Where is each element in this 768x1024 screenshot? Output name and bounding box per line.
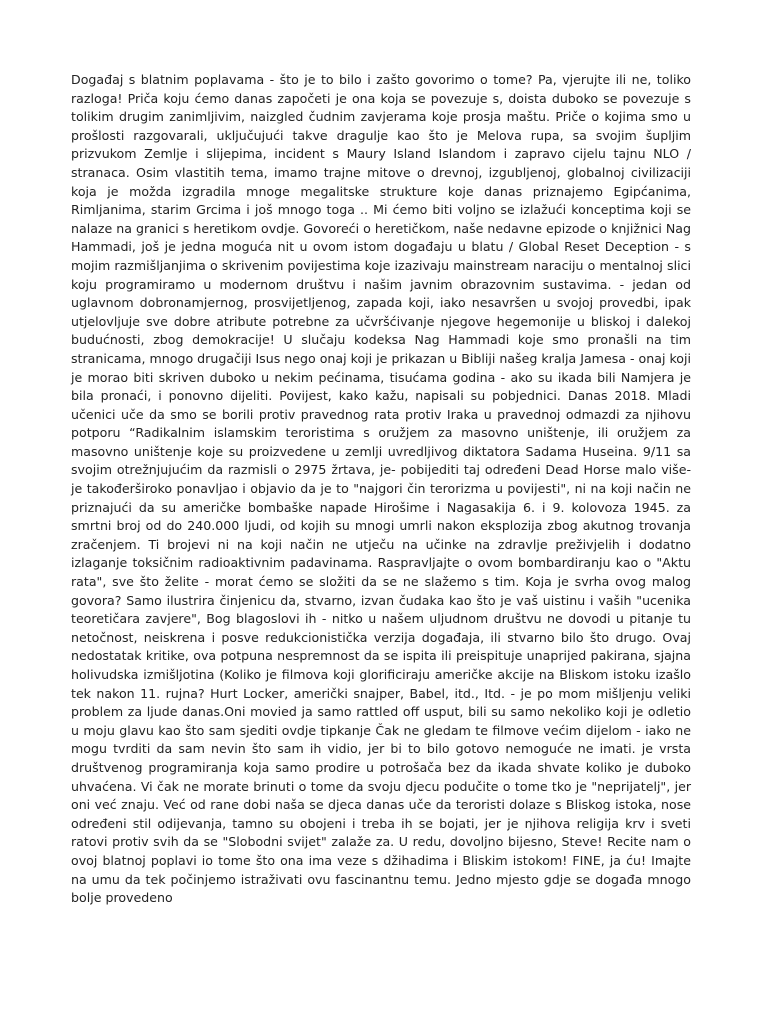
article-body-text: Događaj s blatnim poplavama - što je to bilo i zašto govorimo o tome? Pa, vjerujte ili ne, toliko razloga! Priča koju ćemo danas započeti je ona koja se povezuje s, doista duboko se povezuje s tolikim drugim zanimljivim, naizgled čudnim zavjerama koje prosja maštu. Priče o kojima smo u prošlosti razgovarali, uključujući takve dragulje kao što je Melova rupa, sa svojim šupljim prizvukom Zemlje i slijepima, incident s Maury Island Islandom i zapravo cijelu tajnu NLO / stranaca. Osim vlastitih tema, imamo trajne mitove o drevnoj, izgubljenoj, globalnoj civilizaciji koja je možda izgradila mnoge megalitske strukture koje danas priznajemo Egipćanima, Rimljanima, starim Grcima i još mnogo toga .. Mi ćemo biti voljno se izlažući konceptima koji se nalaze na granici s heretikom ovdje. Govoreći o heretičkom, naše nedavne epizode o knjižnici Nag Hammadi, još je jedna moguća nit u ovom istom događaju u blatu / Global Reset Deception - s mojim razmišljanjima o skrivenim povijestima koje izazivaju mainstream naraciju o mentalnoj slici koju programiramo u modernom društvu i našim javnim obrazovnim sustavima. - jedan od uglavnom dobronamjernog, prosvijetljenog, zapada koji, iako nesavršen u svojoj provedbi, ipak utjelovljuje sve dobre atribute potrebne za učvršćivanje njegove hegemonije u bliskoj i dalekoj budućnosti, zbog demokracije! U slučaju kodeksa Nag Hammadi koje smo pronašli na tim stranicama, mnogo drugačiji Isus nego onaj koji je prikazan u Bibliji našeg kralja Jamesa - onaj koji je morao biti skriven duboko u nekim pećinama, tisućama godina - ako su ikada bili Namjera je bila pronaći, i ponovno dijeliti. Povijest, kako kažu, napisali su pobjednici. Danas 2018. Mladi učenici uče da smo se borili protiv pravednog rata protiv Iraka u pravednoj odmazdi za njihovu potporu “Radikalnim islamskim teroristima s oružjem za masovno uništenje, ili oružjem za masovno uništenje koje su proizvedene u zemlji uvredljivog diktatora Sadama Huseina. 9/11 sa svojim otrežnjujućim da razmisli o 2975 žrtava, je- pobijediti taj određeni Dead Horse malo više- je takođerširoko ponavljao i objavio da je to "najgori čin terorizma u povijesti", ni na koji način ne priznajući da su američke bombaške napade Hirošime i Nagasakija 6. i 9. kolovoza 1945. za smrtni broj od do 240.000 ljudi, od kojih su mnogi umrli nakon eksplozija zbog akutnog trovanja zračenjem. Ti brojevi ni na koji način ne utječu na učinke na zdravlje preživjelih i dodatno izlaganje toksičnim radioaktivnim padavinama. Raspravljajte o ovom bombardiranju kao o "Aktu rata", sve što želite - morat ćemo se složiti da se ne slažemo s tim. Koja je svrha ovog malog govora? Samo ilustrira činjenicu da, stvarno, izvan čudaka kao što je vaš uistinu i vaših "ucenika teoretičara zavjere", Bog blagoslovi ih - nitko u našem uljudnom društvu ne dovodi u pitanje tu netočnost, neiskrena i posve redukcionistička verzija događaja, ili stvarno bilo što drugo. Ovaj nedostatak kritike, ova potpuna nespremnost da se ispita ili preispituje unaprijed pakirana, sjajna holivudska izmišljotina (Koliko je filmova koji glorificiraju američke akcije na Bliskom istoku izašlo tek nakon 11. rujna? Hurt Locker, američki snajper, Babel, itd., Itd. - je po mom mišljenju veliki problem za ljude danas.Oni movied ja samo rattled off usput, bili su samo nekoliko koji je odletio u moju glavu kao što sam sjediti ovdje tipkanje Čak ne gledam te filmove većim dijelom - iako ne mogu tvrditi da sam nevin što sam ih vidio, jer bi to bilo gotovo nemoguće ne imati. je vrsta društvenog programiranja koja samo prodire u potrošača bez da ikada shvate koliko je duboko uhvaćena. Vi čak ne morate brinuti o tome da svoju djecu podučite o tome tko je "neprijatelj", jer oni već znaju. Već od rane dobi naša se djeca danas uče da teroristi dolaze s Bliskog istoka, nose određeni stil odijevanja, tamno su obojeni i treba ih se bojati, jer je njihova religija krv i sveti ratovi protiv svih da se "Slobodni svijet" zalaže za. U redu, dovoljno bijesno, Steve! Recite nam o ovoj blatnoj poplavi io tome što ona ima veze s džihadima i Bliskim istokom! FINE, ja ću! Imajte na umu da tek počinjemo istraživati ovu fascinantnu temu. Jedno mjesto gdje se događa mnogo bolje provedeno <box>71 72 691 906</box>
